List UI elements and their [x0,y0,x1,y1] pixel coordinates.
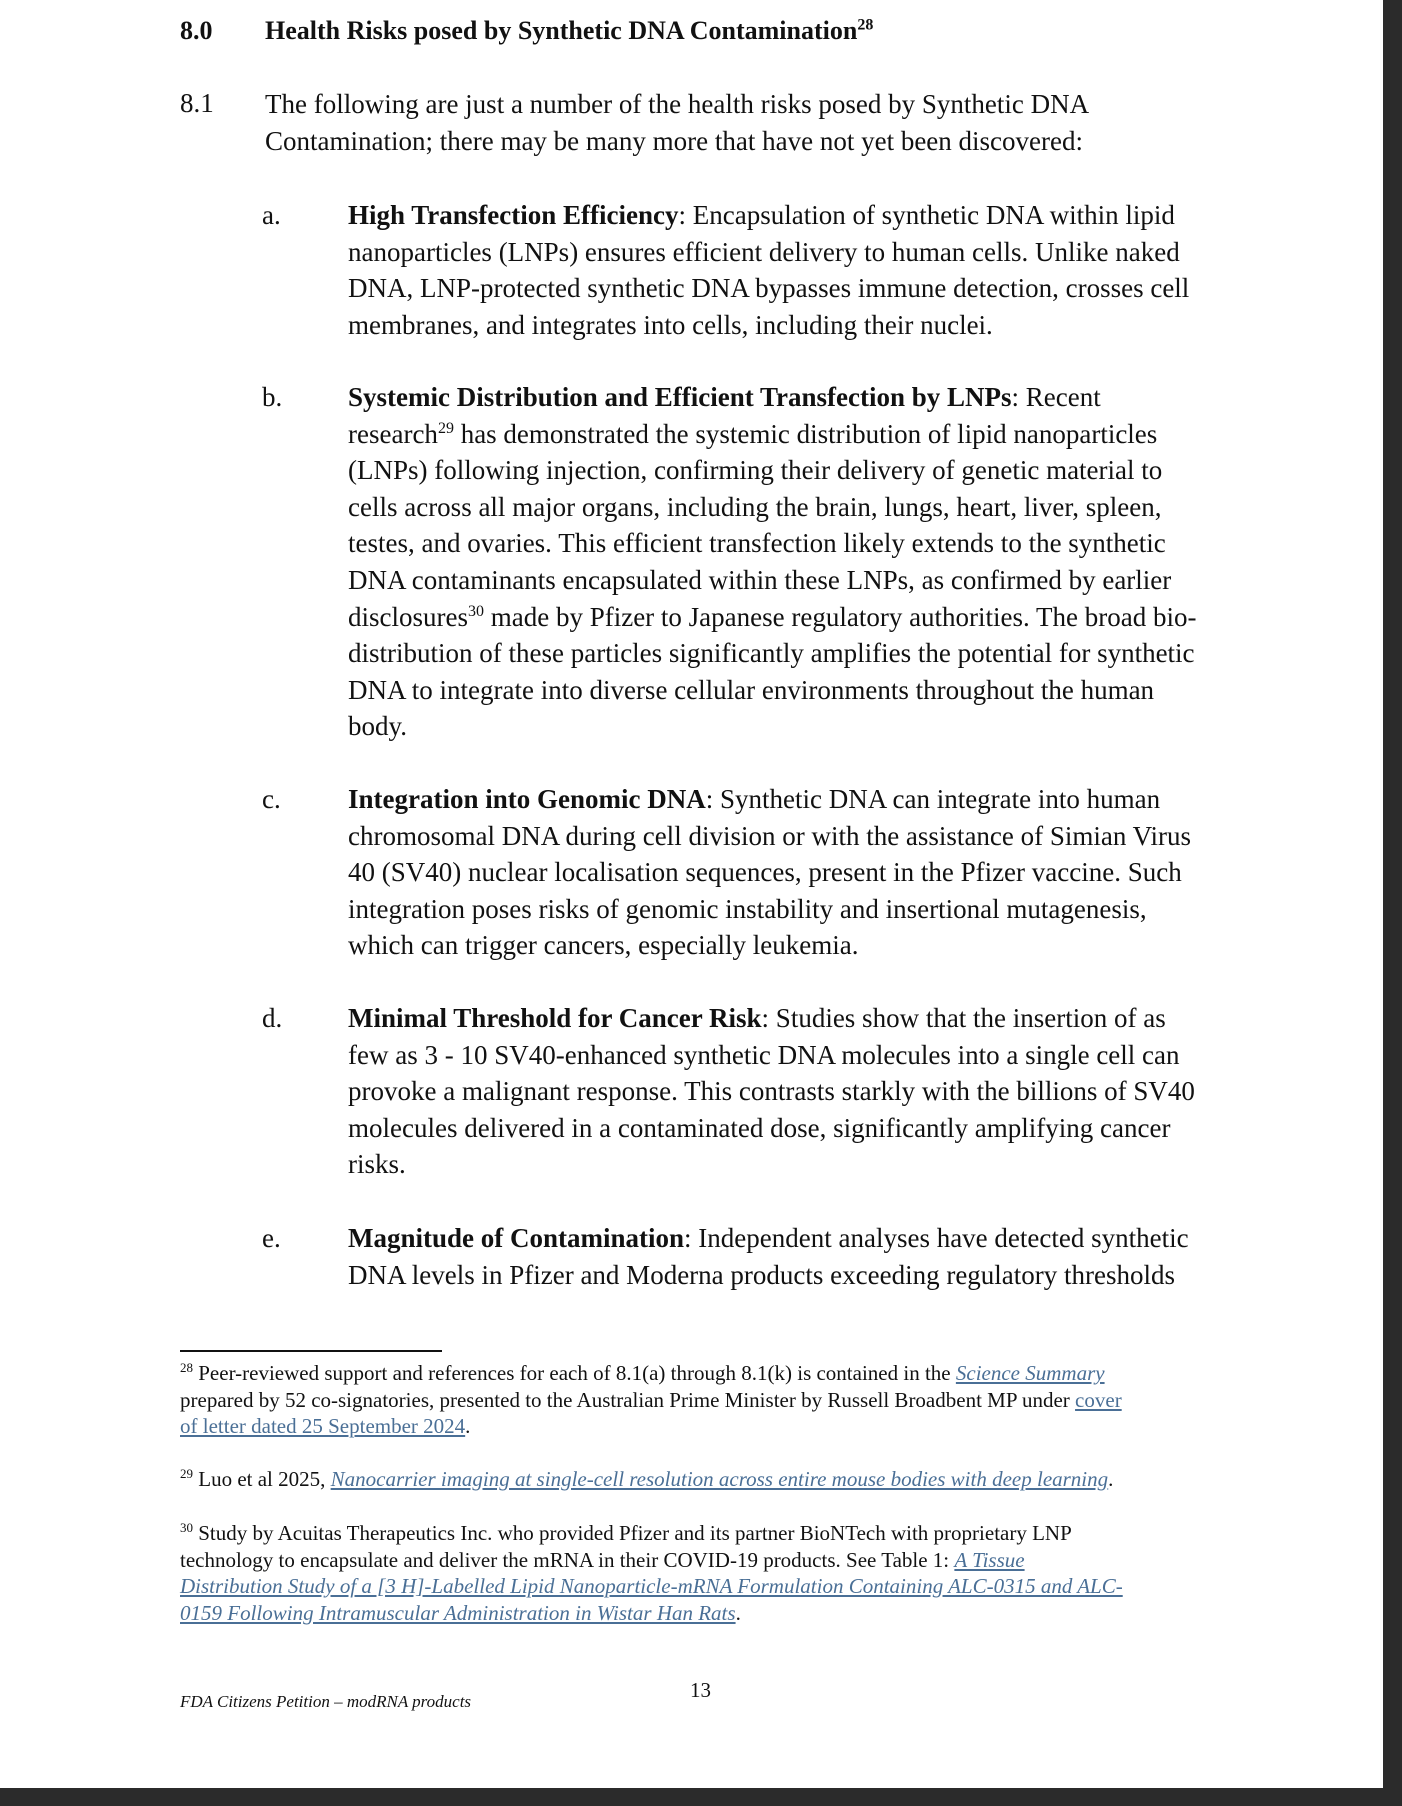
page-number: 13 [690,1678,711,1702]
footnote-text: Study by Acuitas Therapeutics Inc. who provided Pfizer and its partner BioNTech with proprietary LNP [193,1521,1072,1545]
item-a-line: membranes, and integrates into cells, including their nuclei. [348,309,993,340]
cover-letter-link[interactable]: cover [1075,1387,1122,1412]
footnote-text: . [1108,1467,1114,1491]
item-a [348,197,1189,343]
paragraph-number: 8.1 [180,88,214,118]
item-c-line: integration poses risks of genomic instability and insertional mutagenesis, [348,893,1147,924]
item-label-a: a. [262,200,281,230]
item-b-line: DNA to integrate into diverse cellular environments throughout the human [348,674,1155,705]
item-b-line: distribution of these particles significantly amplifies the potential for synthetic [348,638,1195,669]
item-b-line: : Recent [1011,382,1101,412]
item-e-line: : Independent analyses have detected synthetic [684,1223,1189,1253]
footnote-ref-28[interactable]: 28 [857,16,874,34]
item-d-line: few as 3 - 10 SV40-enhanced synthetic DNA molecules into a single cell can [348,1039,1180,1070]
item-b-line: testes, and ovaries. This efficient transfection likely extends to the synthetic [348,528,1166,559]
item-c-line: chromosomal DNA during cell division or with the assistance of Simian Virus [348,820,1192,851]
footnote-number: 29 [180,1466,193,1481]
item-b-line: research [348,418,438,449]
item-c-line: : Synthetic DNA can integrate into human [705,784,1161,814]
item-a-title: High Transfection Efficiency [348,200,679,230]
footnote-text: Peer-reviewed support and references for each of 8.1(a) through 8.1(k) is contained in the [193,1361,956,1385]
intro-paragraph [265,86,1089,160]
item-e [348,1220,1189,1293]
nanocarrier-imaging-link[interactable]: Nanocarrier imaging at single-cell resolution across entire mouse bodies with deep learning [330,1467,1109,1491]
item-d-title: Minimal Threshold for Cancer Risk [348,1003,762,1033]
item-a-line: : Encapsulation of synthetic DNA within lipid [678,200,1175,230]
cover-letter-link[interactable]: of letter dated 25 September 2024 [180,1414,466,1438]
section-title [265,16,873,46]
footnote-number: 30 [180,1520,193,1535]
section-number: 8.0 [180,16,213,45]
item-e-title: Magnitude of Contamination [348,1223,685,1253]
item-b-line: made by Pfizer to Japanese regulatory authorities. The broad bio- [483,601,1197,632]
item-b-line: body. [348,711,407,742]
footnote-29 [180,1466,1113,1493]
item-d-line: risks. [348,1149,406,1180]
footnote-ref-29[interactable]: 29 [437,419,454,437]
intro-line: The following are just a number of the health risks posed by Synthetic DNA [265,89,1090,119]
item-b-line: DNA contaminants encapsulated within these LNPs, as confirmed by earlier [348,564,1172,595]
footnote-28 [180,1360,1122,1440]
footnote-text: prepared by 52 co-signatories, presented to the Australian Prime Minister by Russell Broadbent MP under [180,1387,1076,1412]
item-a-line: DNA, LNP-protected synthetic DNA bypasses immune detection, crosses cell [348,273,1190,304]
item-label-d: d. [262,1003,283,1033]
item-b-line: (LNPs) following injection, confirming their delivery of genetic material to [348,455,1163,486]
item-b-line: has demonstrated the systemic distribution of lipid nanoparticles [453,418,1158,449]
footnote-separator [180,1350,442,1352]
footnote-text: . [735,1600,741,1625]
item-b-line: disclosures [348,601,468,632]
item-b-title: Systemic Distribution and Efficient Transfection by LNPs [348,382,1012,412]
item-d-line: molecules delivered in a contaminated dose, significantly amplifying cancer [348,1112,1171,1143]
item-c-title: Integration into Genomic DNA [348,784,706,814]
item-e-line: DNA levels in Pfizer and Moderna products exceeding regulatory thresholds [348,1259,1176,1290]
footnote-text: technology to encapsulate and deliver the mRNA in their COVID-19 products. See Table 1: [180,1547,955,1572]
item-a-line: nanoparticles (LNPs) ensures efficient delivery to human cells. Unlike naked [348,236,1180,267]
item-b [348,379,1197,745]
tissue-distribution-link[interactable]: Distribution Study of a [3 H]-Labelled Lipid Nanoparticle-mRNA Formulation Containing ALC-0315 and ALC- [180,1574,1123,1598]
item-label-c: c. [262,784,281,814]
item-d [348,1000,1195,1183]
item-c-line: which can trigger cancers, especially leukemia. [348,930,859,961]
science-summary-link[interactable]: Science Summary [955,1361,1105,1385]
item-c-line: 40 (SV40) nuclear localisation sequences, present in the Pfizer vaccine. Such [348,857,1182,888]
footnote-number: 28 [180,1360,193,1375]
item-d-line: : Studies show that the insertion of as [761,1003,1166,1033]
section-title-text: Health Risks posed by Synthetic DNA Contamination [265,16,858,45]
page-footer: FDA Citizens Petition – modRNA products [180,1692,472,1711]
tissue-distribution-link[interactable]: A Tissue [954,1547,1025,1572]
item-label-b: b. [262,382,283,412]
item-label-e: e. [262,1223,281,1253]
footnote-text: . [465,1414,471,1438]
item-d-line: provoke a malignant response. This contrasts starkly with the billions of SV40 [348,1076,1195,1107]
tissue-distribution-link[interactable]: 0159 Following Intramuscular Administration in Wistar Han Rats [180,1600,736,1625]
item-c [348,781,1191,964]
footnote-ref-30[interactable]: 30 [467,602,484,620]
intro-line: Contamination; there may be many more that have not yet been discovered: [265,126,1083,156]
item-b-line: cells across all major organs, including the brain, lungs, heart, liver, spleen, [348,491,1162,522]
footnote-text: Luo et al 2025, [193,1467,331,1491]
footnote-30 [180,1520,1123,1626]
